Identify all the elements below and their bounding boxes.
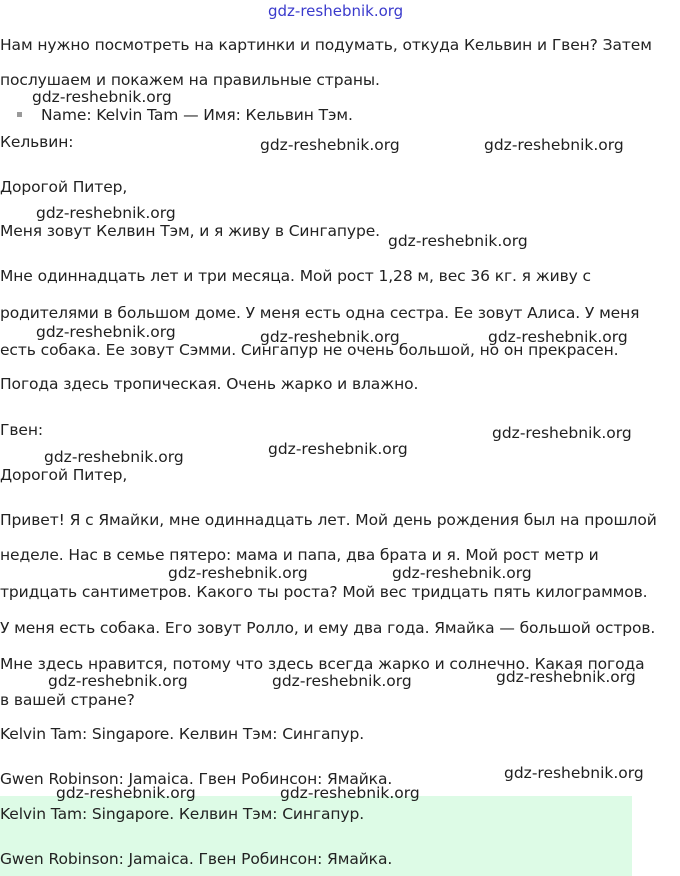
- answer-gwen: Gwen Robinson: Jamaica. Гвен Робинсон: Ямайка.: [0, 770, 393, 788]
- kelvin-greeting: Дорогой Питер,: [0, 178, 128, 196]
- bullet-text: Name: Kelvin Tam — Имя: Кельвин Тэм.: [41, 106, 353, 124]
- watermark: gdz-reshebnik.org: [48, 672, 188, 690]
- watermark: gdz-reshebnik.org: [36, 204, 176, 222]
- watermark: gdz-reshebnik.org: [484, 136, 624, 154]
- watermark: gdz-reshebnik.org: [492, 424, 632, 442]
- bullet-icon: [17, 112, 22, 117]
- instruction-line-2: послушаем и покажем на правильные страны.: [0, 71, 380, 89]
- watermark: gdz-reshebnik.org: [260, 136, 400, 154]
- watermark: gdz-reshebnik.org: [496, 668, 636, 686]
- gwen-paragraph-3-line-1: Мне здесь нравится, потому что здесь всегда жарко и солнечно. Какая погода: [0, 655, 645, 673]
- watermark: gdz-reshebnik.org: [280, 784, 420, 802]
- watermark: gdz-reshebnik.org: [56, 784, 196, 802]
- watermark: gdz-reshebnik.org: [268, 440, 408, 458]
- gwen-greeting: Дорогой Питер,: [0, 466, 128, 484]
- gwen-paragraph-1-line-1: Привет! Я с Ямайки, мне одиннадцать лет. Мой день рождения был на прошлой: [0, 511, 657, 529]
- kelvin-paragraph-3: Погода здесь тропическая. Очень жарко и влажно.: [0, 375, 419, 393]
- gwen-paragraph-3-line-2: в вашей стране?: [0, 691, 135, 709]
- watermark: gdz-reshebnik.org: [36, 323, 176, 341]
- gwen-label: Гвен:: [0, 421, 43, 439]
- watermark: gdz-reshebnik.org: [392, 564, 532, 582]
- answer-box-kelvin: Kelvin Tam: Singapore. Келвин Тэм: Сингапур.: [0, 805, 365, 823]
- answer-box-gwen: Gwen Robinson: Jamaica. Гвен Робинсон: Ямайка.: [0, 850, 393, 868]
- kelvin-paragraph-2-line-3: есть собака. Ее зовут Сэмми. Сингапур не очень большой, но он прекрасен.: [0, 341, 619, 359]
- watermark: gdz-reshebnik.org: [272, 672, 412, 690]
- watermark: gdz-reshebnik.org: [388, 232, 528, 250]
- instruction-line-1: Нам нужно посмотреть на картинки и подумать, откуда Кельвин и Гвен? Затем: [0, 36, 652, 54]
- kelvin-paragraph-2-line-2: родителями в большом доме. У меня есть одна сестра. Ее зовут Алиса. У меня: [0, 304, 640, 322]
- kelvin-paragraph-2-line-1: Мне одиннадцать лет и три месяца. Мой рост 1,28 м, вес 36 кг. я живу с: [0, 267, 591, 285]
- watermark: gdz-reshebnik.org: [32, 88, 172, 106]
- kelvin-label: Кельвин:: [0, 133, 74, 151]
- watermark: gdz-reshebnik.org: [504, 764, 644, 782]
- gwen-paragraph-1-line-2: неделе. Нас в семье пятеро: мама и папа, два брата и я. Мой рост метр и: [0, 546, 599, 564]
- watermark-top[interactable]: gdz-reshebnik.org: [268, 2, 404, 20]
- answer-kelvin: Kelvin Tam: Singapore. Келвин Тэм: Сингапур.: [0, 725, 365, 743]
- watermark: gdz-reshebnik.org: [168, 564, 308, 582]
- gwen-paragraph-1-line-3: тридцать сантиметров. Какого ты роста? Мой вес тридцать пять килограммов.: [0, 583, 648, 601]
- kelvin-paragraph-1: Меня зовут Келвин Тэм, и я живу в Сингапуре.: [0, 222, 380, 240]
- gwen-paragraph-2: У меня есть собака. Его зовут Ролло, и ему два года. Ямайка — большой остров.: [0, 619, 656, 637]
- watermark: gdz-reshebnik.org: [44, 448, 184, 466]
- watermark: gdz-reshebnik.org: [488, 328, 628, 346]
- watermark: gdz-reshebnik.org: [260, 328, 400, 346]
